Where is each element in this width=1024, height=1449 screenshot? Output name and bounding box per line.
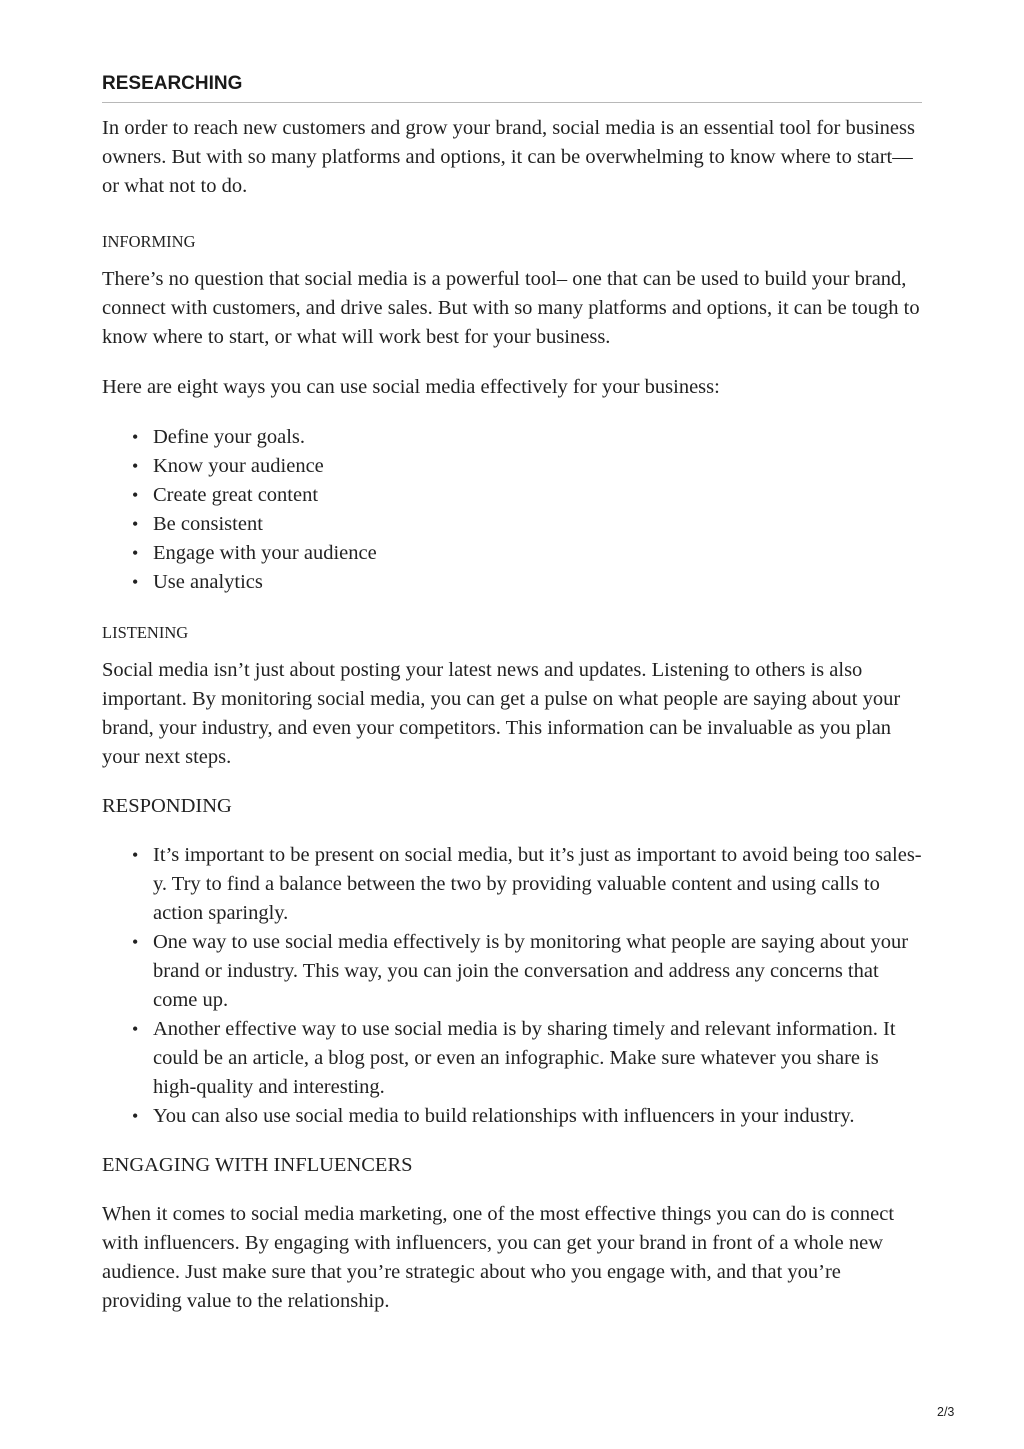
list-item [102, 481, 922, 510]
researching-heading: RESEARCHING [102, 72, 922, 103]
list-item-text: Engage with your audience [153, 542, 377, 564]
list-item-text: Know your audience [153, 455, 324, 477]
list-item-text: Be consistent [153, 513, 263, 535]
list-item-text: Use analytics [153, 571, 263, 593]
bullet-icon: • [132, 1106, 139, 1126]
list-item [102, 1102, 922, 1131]
list-item-text: One way to use social media effectively is by monitoring what people are saying about your brand or industry. This way, you can join the conversation and address any concerns that come up. [153, 931, 909, 1011]
list-item [102, 928, 922, 1015]
bullet-icon: • [132, 572, 139, 592]
influencers-paragraph: When it comes to social media marketing, one of the most effective things you can do is connect with influencers. By engaging with influencers, you can get your brand in front of a whole new audience. Just make sure that you’re strategic about who you engage with, and that you’re providing value to the relationship. [102, 1203, 895, 1312]
ways-list [102, 423, 922, 597]
listening-heading: LISTENING [102, 623, 189, 642]
list-item-text: Define your goals. [153, 426, 305, 448]
list-item [102, 423, 922, 452]
bullet-icon: • [132, 514, 139, 534]
page-number: 2/3 [937, 1405, 955, 1419]
list-item-text: Another effective way to use social media is by sharing timely and relevant information. It could be an article, a blog post, or even an infographic. Make sure whatever you share is high-quality and interesting. [153, 1018, 896, 1098]
list-item-text: It’s important to be present on social media, but it’s just as important to avoid being too sales-y. Try to find a balance between the two by providing valuable content and using calls to action sparingly. [153, 844, 922, 924]
informing-intro: Here are eight ways you can use social media effectively for your business: [102, 376, 720, 398]
list-item-text: Create great content [153, 484, 319, 506]
bullet-icon: • [132, 485, 139, 505]
list-item [102, 539, 922, 568]
list-item [102, 510, 922, 539]
researching-paragraph: In order to reach new customers and grow your brand, social media is an essential tool for business owners. But with so many platforms and options, it can be overwhelming to know where to start—or what not to do. [102, 117, 915, 197]
influencers-heading: ENGAGING WITH INFLUENCERS [102, 1154, 413, 1176]
responding-list [102, 841, 922, 1131]
bullet-icon: • [132, 1019, 139, 1039]
list-item [102, 841, 922, 928]
bullet-icon: • [132, 427, 139, 447]
list-item [102, 1015, 922, 1102]
informing-heading: INFORMING [102, 232, 196, 251]
informing-paragraph: There’s no question that social media is a powerful tool– one that can be used to build your brand, connect with customers, and drive sales. But with so many platforms and options, it can be tough to know where to start, or what will work best for your business. [102, 268, 920, 348]
list-item [102, 568, 922, 597]
bullet-icon: • [132, 456, 139, 476]
listening-paragraph: Social media isn’t just about posting your latest news and updates. Listening to others is also important. By monitoring social media, you can get a pulse on what people are saying about your brand, your industry, and even your competitors. This information can be invaluable as you plan your next steps. [102, 659, 901, 768]
list-item [102, 452, 922, 481]
bullet-icon: • [132, 543, 139, 563]
bullet-icon: • [132, 932, 139, 952]
list-item-text: You can also use social media to build relationships with influencers in your industry. [153, 1105, 855, 1127]
article-body [102, 72, 922, 1316]
responding-heading: RESPONDING [102, 795, 232, 817]
bullet-icon: • [132, 845, 139, 865]
